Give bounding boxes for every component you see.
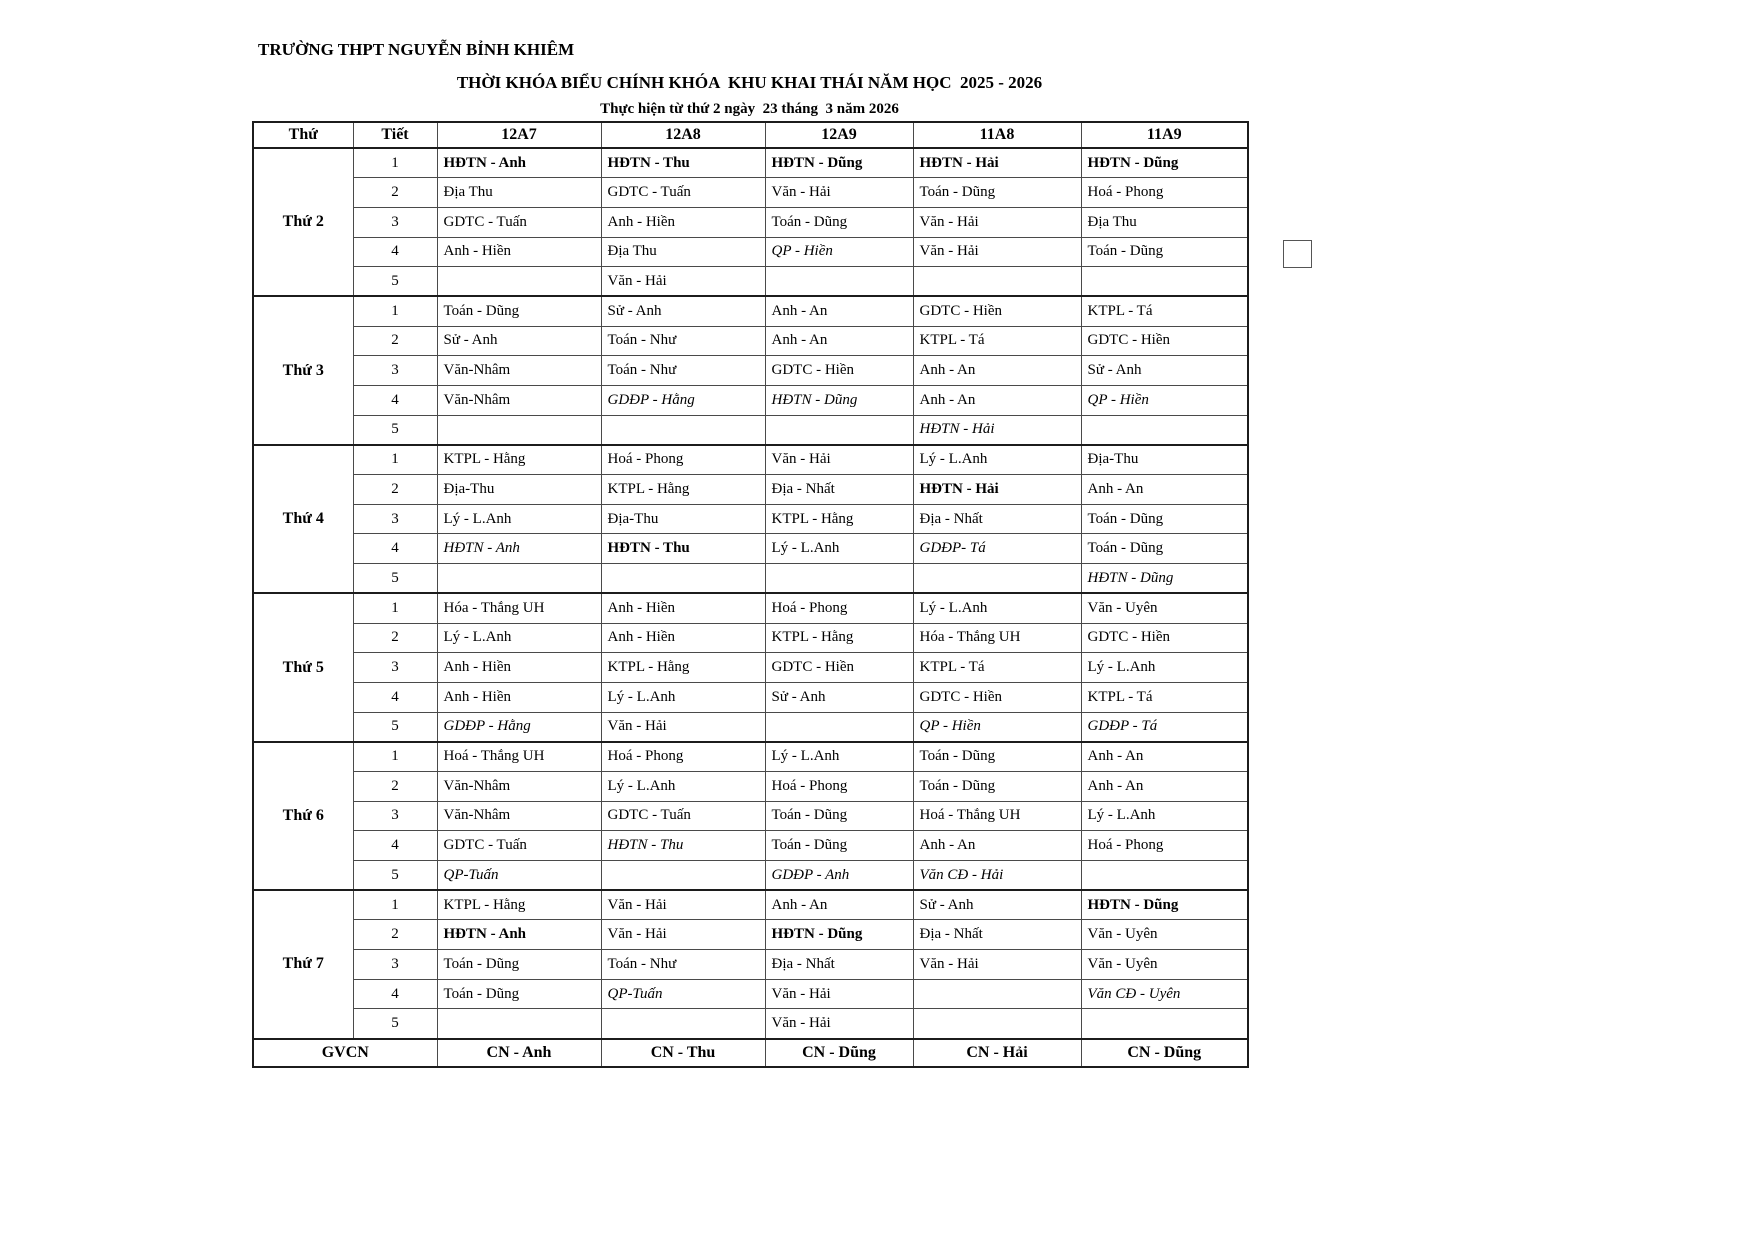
- subject-cell: Toán - Dũng: [1081, 504, 1248, 534]
- subject-cell: HĐTN - Dũng: [1081, 148, 1248, 178]
- subject-cell: Sử - Anh: [1081, 356, 1248, 386]
- day-label: Thứ 5: [253, 593, 353, 741]
- period-row: [253, 742, 1248, 772]
- subject-cell: Văn - Uyên: [1081, 950, 1248, 980]
- column-header: 12A8: [601, 122, 765, 148]
- subject-cell: KTPL - Tá: [1081, 682, 1248, 712]
- subject-cell: Anh - Hiền: [437, 682, 601, 712]
- period-number: 5: [353, 267, 437, 297]
- gvcn-cell: CN - Dũng: [765, 1039, 913, 1067]
- subject-cell: GDTC - Hiền: [913, 296, 1081, 326]
- subject-cell: GDTC - Tuấn: [437, 831, 601, 861]
- subject-cell: Văn - Hải: [765, 1009, 913, 1039]
- subject-cell: Địa - Nhất: [765, 950, 913, 980]
- subject-cell: Lý - L.Anh: [1081, 801, 1248, 831]
- subject-cell: Lý - L.Anh: [913, 593, 1081, 623]
- subject-cell: Lý - L.Anh: [765, 742, 913, 772]
- subject-cell: [765, 415, 913, 445]
- subject-cell: Địa Thu: [601, 237, 765, 267]
- subject-cell: [1081, 861, 1248, 891]
- period-row: [253, 950, 1248, 980]
- subject-cell: [765, 712, 913, 742]
- subject-cell: Văn - Uyên: [1081, 920, 1248, 950]
- day-label: Thứ 6: [253, 742, 353, 890]
- period-number: 1: [353, 742, 437, 772]
- subject-cell: [437, 415, 601, 445]
- subject-cell: Địa-Thu: [601, 504, 765, 534]
- period-row: [253, 712, 1248, 742]
- subject-cell: Toán - Dũng: [765, 831, 913, 861]
- period-number: 2: [353, 623, 437, 653]
- subject-cell: Lý - L.Anh: [601, 682, 765, 712]
- subject-cell: Anh - Hiền: [437, 237, 601, 267]
- subject-cell: GDTC - Tuấn: [601, 801, 765, 831]
- day-label: Thứ 2: [253, 148, 353, 296]
- effective-date: Thực hiện từ thứ 2 ngày 23 tháng 3 năm 2026: [600, 101, 899, 117]
- subject-cell: GDTC - Tuấn: [437, 207, 601, 237]
- subject-cell: Toán - Như: [601, 326, 765, 356]
- subject-cell: Hoá - Phong: [601, 445, 765, 475]
- subject-cell: [765, 267, 913, 297]
- subject-cell: KTPL - Hằng: [765, 623, 913, 653]
- period-number: 2: [353, 920, 437, 950]
- period-number: 2: [353, 326, 437, 356]
- subject-cell: GDTC - Hiền: [913, 682, 1081, 712]
- subject-cell: Toán - Dũng: [437, 950, 601, 980]
- period-row: [253, 653, 1248, 683]
- column-header: Tiết: [353, 122, 437, 148]
- subject-cell: GDĐP- Tá: [913, 534, 1081, 564]
- subject-cell: Toán - Như: [601, 950, 765, 980]
- subject-cell: Toán - Dũng: [1081, 534, 1248, 564]
- timetable-body: [253, 148, 1248, 1067]
- period-row: [253, 534, 1248, 564]
- period-number: 3: [353, 950, 437, 980]
- subject-cell: Văn - Hải: [601, 890, 765, 920]
- subject-cell: Hoá - Phong: [765, 771, 913, 801]
- subject-cell: Hoá - Phong: [765, 593, 913, 623]
- period-number: 1: [353, 445, 437, 475]
- period-row: [253, 564, 1248, 594]
- subject-cell: [913, 267, 1081, 297]
- subject-cell: Hóa - Thắng UH: [437, 593, 601, 623]
- subject-cell: HĐTN - Hải: [913, 475, 1081, 505]
- subject-cell: GDTC - Tuấn: [601, 178, 765, 208]
- subject-cell: Anh - Hiền: [601, 207, 765, 237]
- period-row: [253, 504, 1248, 534]
- subject-cell: Văn-Nhâm: [437, 356, 601, 386]
- subject-cell: Toán - Dũng: [437, 296, 601, 326]
- subject-cell: HĐTN - Anh: [437, 920, 601, 950]
- subject-cell: HĐTN - Dũng: [1081, 890, 1248, 920]
- period-row: [253, 475, 1248, 505]
- period-number: 4: [353, 386, 437, 416]
- subject-cell: [913, 564, 1081, 594]
- column-header: Thứ: [253, 122, 353, 148]
- subject-cell: Anh - An: [913, 831, 1081, 861]
- subject-cell: QP - Hiền: [913, 712, 1081, 742]
- empty-box: [1283, 240, 1312, 268]
- period-row: [253, 593, 1248, 623]
- column-header: 12A7: [437, 122, 601, 148]
- period-number: 4: [353, 534, 437, 564]
- subject-cell: [1081, 1009, 1248, 1039]
- subject-cell: Lý - L.Anh: [601, 771, 765, 801]
- subject-cell: Toán - Dũng: [1081, 237, 1248, 267]
- subject-cell: KTPL - Hằng: [765, 504, 913, 534]
- subject-cell: Sử - Anh: [765, 682, 913, 712]
- subject-cell: [1081, 415, 1248, 445]
- period-number: 4: [353, 831, 437, 861]
- subject-cell: Toán - Dũng: [765, 801, 913, 831]
- period-row: [253, 326, 1248, 356]
- subject-cell: Toán - Dũng: [437, 979, 601, 1009]
- subject-cell: Anh - An: [913, 386, 1081, 416]
- period-row: [253, 801, 1248, 831]
- subject-cell: Văn-Nhâm: [437, 386, 601, 416]
- header-row: [253, 122, 1248, 148]
- period-row: [253, 890, 1248, 920]
- subject-cell: HĐTN - Hải: [913, 148, 1081, 178]
- period-number: 5: [353, 415, 437, 445]
- period-row: [253, 267, 1248, 297]
- subject-cell: GDĐP - Hằng: [437, 712, 601, 742]
- subject-cell: Anh - An: [765, 890, 913, 920]
- period-number: 2: [353, 771, 437, 801]
- subject-cell: Văn - Hải: [913, 950, 1081, 980]
- subject-cell: HĐTN - Anh: [437, 148, 601, 178]
- period-number: 3: [353, 653, 437, 683]
- subject-cell: Văn - Hải: [601, 267, 765, 297]
- school-name: TRƯỜNG THPT NGUYỄN BỈNH KHIÊM: [258, 40, 575, 59]
- subject-cell: Văn-Nhâm: [437, 771, 601, 801]
- period-row: [253, 445, 1248, 475]
- period-number: 1: [353, 148, 437, 178]
- column-header: 11A9: [1081, 122, 1248, 148]
- subject-cell: KTPL - Tá: [913, 326, 1081, 356]
- subject-cell: Địa Thu: [1081, 207, 1248, 237]
- subject-cell: Địa Thu: [437, 178, 601, 208]
- period-row: [253, 178, 1248, 208]
- subject-cell: [601, 564, 765, 594]
- subject-cell: Lý - L.Anh: [437, 623, 601, 653]
- subject-cell: HĐTN - Dũng: [765, 148, 913, 178]
- day-label: Thứ 7: [253, 890, 353, 1038]
- subject-cell: HĐTN - Anh: [437, 534, 601, 564]
- subject-cell: Sử - Anh: [601, 296, 765, 326]
- subject-cell: Hoá - Phong: [601, 742, 765, 772]
- period-number: 1: [353, 593, 437, 623]
- subject-cell: KTPL - Hằng: [601, 475, 765, 505]
- subject-cell: Anh - An: [1081, 475, 1248, 505]
- period-row: [253, 148, 1248, 178]
- page-title: THỜI KHÓA BIỂU CHÍNH KHÓA KHU KHAI THÁI NĂM HỌC 2025 - 2026: [456, 73, 1043, 92]
- gvcn-cell: CN - Thu: [601, 1039, 765, 1067]
- period-number: 4: [353, 237, 437, 267]
- period-number: 5: [353, 712, 437, 742]
- subject-cell: Văn - Hải: [913, 207, 1081, 237]
- period-row: [253, 1009, 1248, 1039]
- timetable: [252, 121, 1249, 1068]
- subject-cell: QP - Hiền: [765, 237, 913, 267]
- subject-cell: Sử - Anh: [437, 326, 601, 356]
- subject-cell: GDTC - Hiền: [765, 356, 913, 386]
- subject-cell: Văn CĐ - Uyên: [1081, 979, 1248, 1009]
- subject-cell: Sử - Anh: [913, 890, 1081, 920]
- subject-cell: Văn - Hải: [765, 979, 913, 1009]
- subject-cell: Văn - Hải: [913, 237, 1081, 267]
- period-number: 5: [353, 1009, 437, 1039]
- subject-cell: [913, 979, 1081, 1009]
- period-number: 3: [353, 356, 437, 386]
- period-row: [253, 415, 1248, 445]
- period-row: [253, 920, 1248, 950]
- subject-cell: Hóa - Thắng UH: [913, 623, 1081, 653]
- subject-cell: Anh - An: [1081, 742, 1248, 772]
- subject-cell: Toán - Dũng: [913, 742, 1081, 772]
- day-label: Thứ 3: [253, 296, 353, 444]
- subject-cell: Văn - Hải: [601, 712, 765, 742]
- subject-cell: Toán - Dũng: [765, 207, 913, 237]
- subject-cell: Toán - Như: [601, 356, 765, 386]
- subject-cell: Anh - Hiền: [601, 623, 765, 653]
- subject-cell: HĐTN - Dũng: [765, 920, 913, 950]
- subject-cell: [437, 564, 601, 594]
- subject-cell: KTPL - Hằng: [437, 890, 601, 920]
- subject-cell: Văn - Hải: [765, 445, 913, 475]
- subject-cell: GDTC - Hiền: [765, 653, 913, 683]
- subject-cell: Địa - Nhất: [765, 475, 913, 505]
- subject-cell: Hoá - Thắng UH: [437, 742, 601, 772]
- subject-cell: Hoá - Phong: [1081, 178, 1248, 208]
- subject-cell: Văn - Uyên: [1081, 593, 1248, 623]
- period-number: 4: [353, 979, 437, 1009]
- subject-cell: [913, 1009, 1081, 1039]
- subject-cell: Anh - An: [765, 326, 913, 356]
- period-row: [253, 386, 1248, 416]
- subject-cell: [601, 1009, 765, 1039]
- subject-cell: Lý - L.Anh: [1081, 653, 1248, 683]
- subject-cell: Lý - L.Anh: [437, 504, 601, 534]
- subject-cell: QP-Tuấn: [601, 979, 765, 1009]
- period-number: 3: [353, 801, 437, 831]
- subject-cell: Văn CĐ - Hải: [913, 861, 1081, 891]
- column-header: 12A9: [765, 122, 913, 148]
- subject-cell: Anh - An: [765, 296, 913, 326]
- subject-cell: Văn - Hải: [601, 920, 765, 950]
- period-number: 5: [353, 861, 437, 891]
- period-row: [253, 296, 1248, 326]
- subject-cell: [437, 267, 601, 297]
- subject-cell: HĐTN - Thu: [601, 148, 765, 178]
- period-row: [253, 861, 1248, 891]
- gvcn-row: [253, 1039, 1248, 1067]
- period-number: 1: [353, 890, 437, 920]
- subject-cell: GDĐP - Hằng: [601, 386, 765, 416]
- period-row: [253, 979, 1248, 1009]
- period-row: [253, 682, 1248, 712]
- subject-cell: GDĐP - Tá: [1081, 712, 1248, 742]
- subject-cell: Địa-Thu: [1081, 445, 1248, 475]
- subject-cell: [765, 564, 913, 594]
- subject-cell: HĐTN - Hải: [913, 415, 1081, 445]
- subject-cell: [1081, 267, 1248, 297]
- gvcn-cell: CN - Dũng: [1081, 1039, 1248, 1067]
- subject-cell: Địa-Thu: [437, 475, 601, 505]
- period-number: 2: [353, 178, 437, 208]
- subject-cell: Anh - Hiền: [601, 593, 765, 623]
- subject-cell: KTPL - Hằng: [601, 653, 765, 683]
- subject-cell: Anh - Hiền: [437, 653, 601, 683]
- subject-cell: QP-Tuấn: [437, 861, 601, 891]
- period-number: 1: [353, 296, 437, 326]
- subject-cell: KTPL - Tá: [913, 653, 1081, 683]
- subject-cell: Anh - An: [1081, 771, 1248, 801]
- subject-cell: HĐTN - Thu: [601, 534, 765, 564]
- gvcn-label: GVCN: [253, 1039, 437, 1067]
- column-header: 11A8: [913, 122, 1081, 148]
- subject-cell: KTPL - Tá: [1081, 296, 1248, 326]
- subject-cell: [601, 415, 765, 445]
- period-number: 2: [353, 475, 437, 505]
- day-label: Thứ 4: [253, 445, 353, 593]
- period-row: [253, 623, 1248, 653]
- period-row: [253, 207, 1248, 237]
- subject-cell: GDĐP - Anh: [765, 861, 913, 891]
- gvcn-cell: CN - Hải: [913, 1039, 1081, 1067]
- subject-cell: QP - Hiền: [1081, 386, 1248, 416]
- subject-cell: KTPL - Hằng: [437, 445, 601, 475]
- gvcn-cell: CN - Anh: [437, 1039, 601, 1067]
- period-number: 4: [353, 682, 437, 712]
- subject-cell: GDTC - Hiền: [1081, 326, 1248, 356]
- subject-cell: Anh - An: [913, 356, 1081, 386]
- subject-cell: Địa - Nhất: [913, 504, 1081, 534]
- subject-cell: Lý - L.Anh: [913, 445, 1081, 475]
- subject-cell: HĐTN - Dũng: [765, 386, 913, 416]
- subject-cell: GDTC - Hiền: [1081, 623, 1248, 653]
- subject-cell: Hoá - Phong: [1081, 831, 1248, 861]
- subject-cell: Toán - Dũng: [913, 178, 1081, 208]
- period-number: 3: [353, 504, 437, 534]
- subject-cell: Văn - Hải: [765, 178, 913, 208]
- period-number: 3: [353, 207, 437, 237]
- subject-cell: [437, 1009, 601, 1039]
- subject-cell: HĐTN - Thu: [601, 831, 765, 861]
- subject-cell: HĐTN - Dũng: [1081, 564, 1248, 594]
- subject-cell: Địa - Nhất: [913, 920, 1081, 950]
- period-row: [253, 831, 1248, 861]
- subject-cell: Hoá - Thắng UH: [913, 801, 1081, 831]
- period-row: [253, 771, 1248, 801]
- subject-cell: Toán - Dũng: [913, 771, 1081, 801]
- period-number: 5: [353, 564, 437, 594]
- period-row: [253, 356, 1248, 386]
- subject-cell: Văn-Nhâm: [437, 801, 601, 831]
- subject-cell: [601, 861, 765, 891]
- subject-cell: Lý - L.Anh: [765, 534, 913, 564]
- period-row: [253, 237, 1248, 267]
